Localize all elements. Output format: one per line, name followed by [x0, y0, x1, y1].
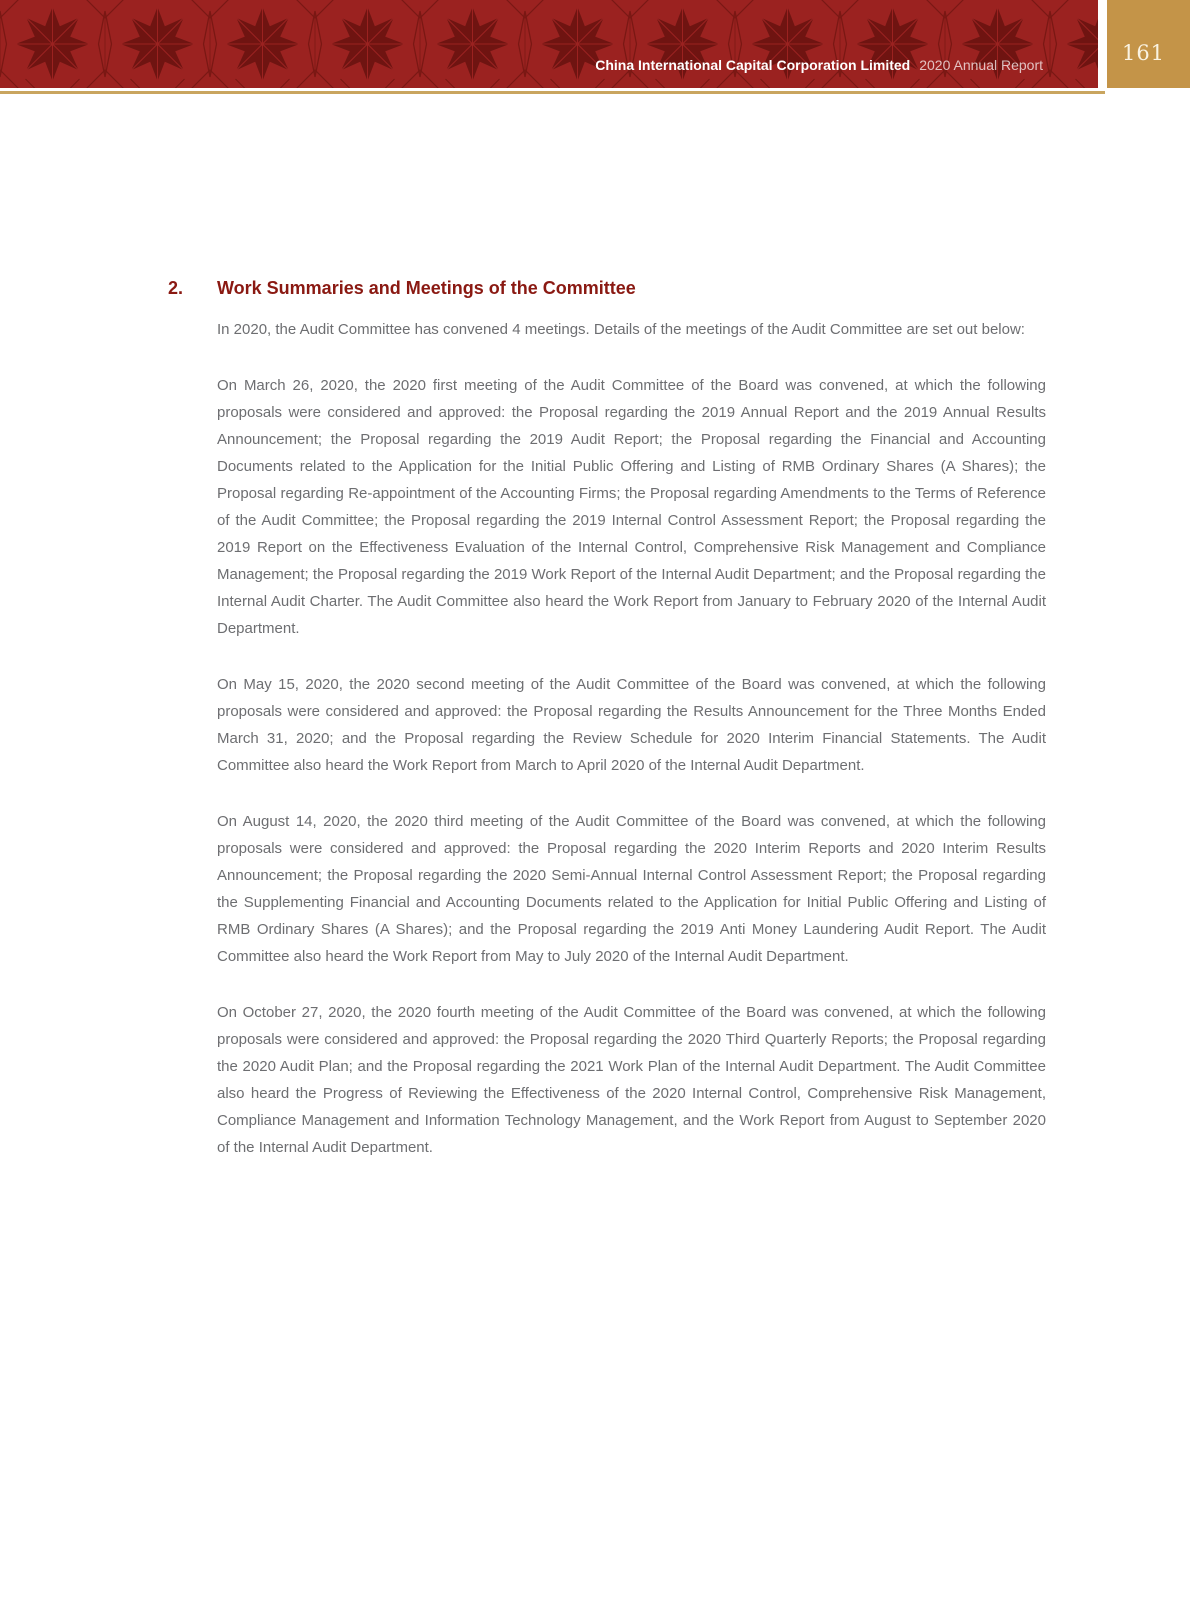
- header-divider-rule: [0, 91, 1105, 94]
- page-content: [168, 276, 1048, 1161]
- paragraph-first-meeting: On March 26, 2020, the 2020 first meeting of the Audit Committee of the Board was convened, at which the following proposals were considered and approved: the Proposal regarding the 2019 Annual Report and the 2019 Annual Results Announcement; the Proposal regarding the 2019 Audit Report; the Proposal regarding the Financial and Accounting Documents related to the Application for the Initial Public Offering and Listing of RMB Ordinary Shares (A Shares); the Proposal regarding Re-appointment of the Accounting Firms; the Proposal regarding Amendments to the Terms of Reference of the Audit Committee; the Proposal regarding the 2019 Internal Control Assessment Report; the Proposal regarding the 2019 Report on the Effectiveness Evaluation of the Internal Control, Comprehensive Risk Management and Compliance Management; the Proposal regarding the 2019 Work Report of the Internal Audit Department; and the Proposal regarding the Internal Audit Charter. The Audit Committee also heard the Work Report from January to February 2020 of the Internal Audit Department.: [217, 377, 1046, 637]
- paragraph-fourth-meeting: On October 27, 2020, the 2020 fourth meeting of the Audit Committee of the Board was convened, at which the following proposals were considered and approved: the Proposal regarding the 2020 Third Quarterly Reports; the Proposal regarding the 2020 Audit Plan; and the Proposal regarding the 2021 Work Plan of the Internal Audit Department. The Audit Committee also heard the Progress of Reviewing the Effectiveness of the 2020 Internal Control, Comprehensive Risk Management, Compliance Management and Information Technology Management, and the Work Report from August to September 2020 of the Internal Audit Department.: [217, 1004, 1046, 1156]
- paragraph-third-meeting: On August 14, 2020, the 2020 third meeting of the Audit Committee of the Board was convened, at which the following proposals were considered and approved: the Proposal regarding the 2020 Interim Reports and 2020 Interim Results Announcement; the Proposal regarding the 2020 Semi-Annual Internal Control Assessment Report; the Proposal regarding the Supplementing Financial and Accounting Documents related to the Application for Initial Public Offering and Listing of RMB Ordinary Shares (A Shares); and the Proposal regarding the 2019 Anti Money Laundering Audit Report. The Audit Committee also heard the Work Report from May to July 2020 of the Internal Audit Department.: [217, 813, 1046, 965]
- section-heading: [168, 276, 1048, 300]
- section-title: Work Summaries and Meetings of the Committee: [217, 278, 636, 298]
- paragraph-intro: In 2020, the Audit Committee has convened 4 meetings. Details of the meetings of the Audit Committee are set out below:: [217, 321, 1025, 338]
- report-title: 2020 Annual Report: [919, 57, 1043, 73]
- paragraph-second-meeting: On May 15, 2020, the 2020 second meeting of the Audit Committee of the Board was convened, at which the following proposals were considered and approved: the Proposal regarding the Results Announcement for the Three Months Ended March 31, 2020; and the Proposal regarding the Review Schedule for 2020 Interim Financial Statements. The Audit Committee also heard the Work Report from March to April 2020 of the Internal Audit Department.: [217, 676, 1046, 774]
- section-number: 2.: [168, 278, 184, 298]
- page-number-badge: [1107, 0, 1190, 88]
- header-banner: [0, 0, 1098, 88]
- section-body: [217, 316, 1046, 1161]
- header-titles: [0, 0, 1098, 88]
- page-number: 161: [1121, 41, 1166, 65]
- company-name: China International Capital Corporation Limited: [595, 57, 911, 73]
